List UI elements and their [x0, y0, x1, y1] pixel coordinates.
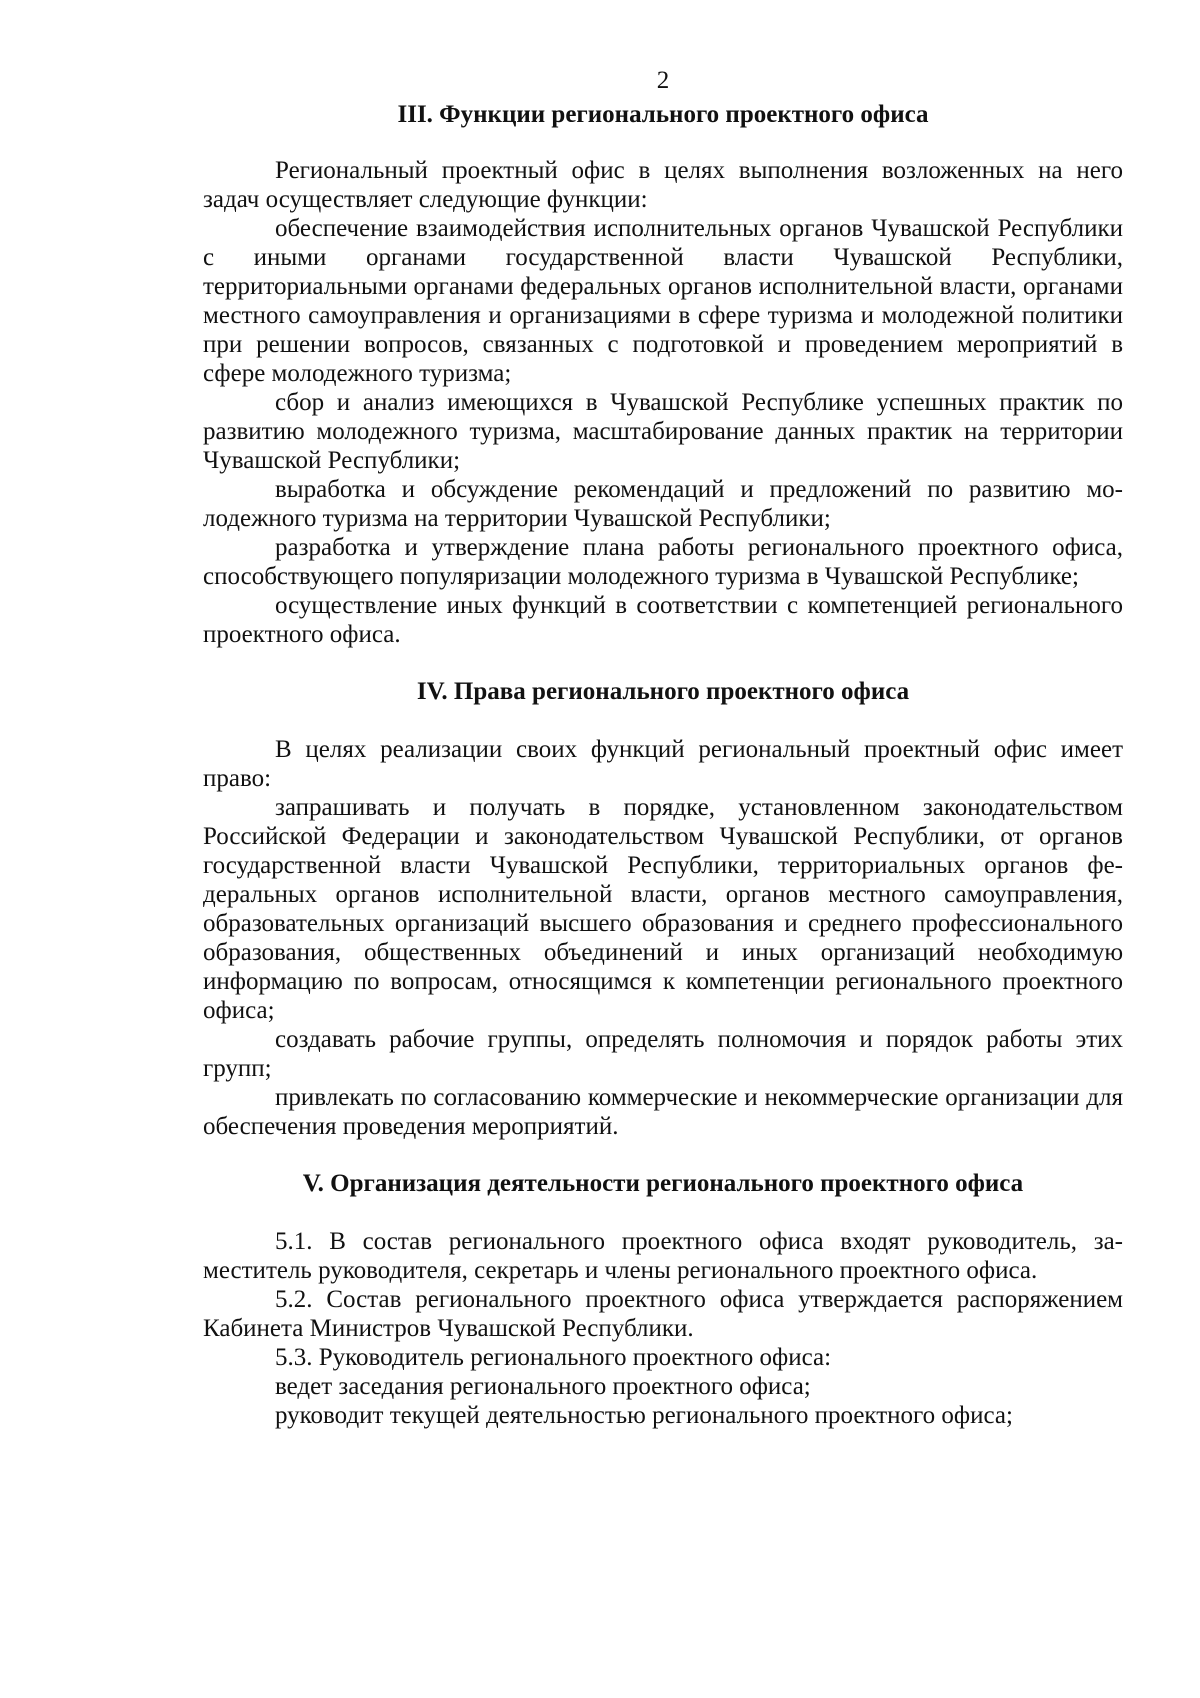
paragraph: руководит текущей деятельностью регионального проектного офиса;	[275, 1402, 1013, 1429]
document-page	[203, 66, 1123, 1430]
paragraph: выработка и обсуждение рекомендаций и предложений по развитию молодежного туризма на территории Чувашской Республики;	[203, 476, 1123, 532]
paragraph: разработка и утверждение плана работы регионального проектного офиса, способствующего популяризации молодежного туризма в Чувашской Республике;	[203, 534, 1123, 590]
paragraph: В целях реализации своих функций региональный проектный офис имеет право:	[203, 736, 1123, 792]
paragraph: осуществление иных функций в соответствии с компетенцией регионального проектного офиса.	[203, 592, 1123, 648]
paragraph: запрашивать и получать в порядке, установленном законодательством Российской Федерации и законодательством Чувашской Республики, от органов государственной власти Чувашской Республики, территориальных органов федеральных органов исполнительной власти, органов местного самоуправления, образовательных организаций высшего образования и среднего профессионального образования, общественных объединений и иных организаций необходимую информацию по вопросам, относящимся к компетенции регионального проектного офиса;	[203, 794, 1123, 1024]
paragraph: 5.1. В состав регионального проектного офиса входят руководитель, заместитель руководителя, секретарь и члены регионального проектного офиса.	[203, 1228, 1123, 1284]
paragraph: обеспечение взаимодействия исполнительных органов Чувашской Республики с иными органами государственной власти Чувашской Республики, территориальными органами федеральных органов исполнительной власти, органами местного самоуправления и организациями в сфере туризма и молодежной политики при решении вопросов, связанных с подготовкой и проведением мероприятий в сфере молодежного туризма;	[203, 215, 1123, 387]
paragraph: ведет заседания регионального проектного офиса;	[275, 1373, 811, 1400]
section-title-rights: IV. Права регионального проектного офиса	[416, 678, 910, 705]
section-title-functions: III. Функции регионального проектного офиса	[397, 101, 929, 128]
paragraph: создавать рабочие группы, определять полномочия и порядок работы этих групп;	[203, 1026, 1123, 1082]
paragraph: привлекать по согласованию коммерческие и некоммерческие организации для обеспечения проведения мероприятий.	[203, 1084, 1123, 1140]
section-title-organization: V. Организация деятельности регионального проектного офиса	[302, 1170, 1024, 1197]
paragraph: Региональный проектный офис в целях выполнения возложенных на него задач осуществляет следующие функции:	[203, 157, 1123, 213]
paragraph: 5.2. Состав регионального проектного офиса утверждается распоряжением Кабинета Министров Чувашской Республики.	[203, 1286, 1123, 1342]
paragraph: 5.3. Руководитель регионального проектного офиса:	[275, 1344, 832, 1371]
page-number: 2	[656, 67, 670, 94]
paragraph: сбор и анализ имеющихся в Чувашской Республике успешных практик по развитию молодежного туризма, масштабирование данных практик на территории Чувашской Республики;	[203, 389, 1123, 474]
